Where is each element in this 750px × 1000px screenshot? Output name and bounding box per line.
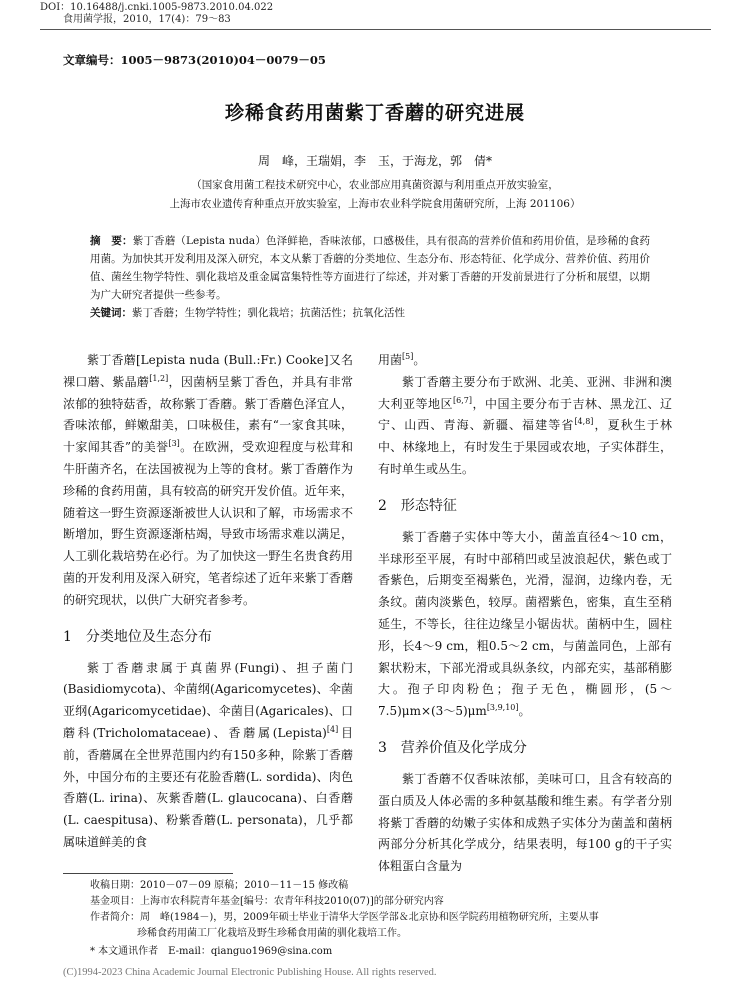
section-heading-3 xyxy=(378,737,672,759)
section-title: 分类地位及生态分布 xyxy=(85,628,212,645)
header-rule xyxy=(40,29,711,30)
footnote-corresponding: * 本文通讯作者 E-mail：qianguo1969@sina.com xyxy=(90,946,333,957)
journal-line: 食用菌学报，2010，17(4)：79～83 xyxy=(63,14,231,25)
citation: [4] xyxy=(326,724,339,734)
section1-text-1: 紫丁香蘑隶属于真菌界(Fungi)、担子菌门(Basidiomycota)、伞菌纲(Agaricomycetes)、伞菌亚纲(Agaricomycetidae)、伞菌目(Agaricales)、口蘑科(Tricholomataceae)、香蘑属(Lepista) xyxy=(63,660,353,740)
footnote-fund: 基金项目：上海市农科院青年基金[编号：农青年科技2010(07)]的部分研究内容 xyxy=(90,896,444,907)
citation: [6,7] xyxy=(453,395,472,405)
abstract-label: 摘 要： xyxy=(90,235,133,247)
keywords xyxy=(90,305,650,320)
section-heading-1 xyxy=(63,626,353,648)
footnote-author-2: 珍稀食药用菌工厂化栽培及野生珍稀食用菌的驯化栽培工作。 xyxy=(137,928,407,939)
keywords-text: 紫丁香蘑；生物学特性；驯化栽培；抗菌活性；抗氧化活性 xyxy=(132,307,405,319)
section-heading-2 xyxy=(378,495,672,517)
footnote-rule xyxy=(63,873,233,874)
distribution-text-3: ，夏秋生于林中、林缘地上，有时发生于果园或农地，子实体群生，有时单生或丛生。 xyxy=(378,418,672,476)
paper-title: 珍稀食药用菌紫丁香蘑的研究进展 xyxy=(224,102,525,124)
section3-paragraph xyxy=(378,769,672,878)
abstract-text: 紫丁香蘑（Lepista nuda）色泽鲜艳，香味浓郁，口感极佳，具有很高的营养价值和药用价值，是珍稀的食药用菌。为加快其开发利用及深入研究，本文从紫丁香蘑的分类地位、生态分布、形态特征、化学成分、营养价值、药用价值、菌丝生物学特性、驯化栽培及重金属富集特性等方面进行了综述，并对紫丁香蘑的开发前景进行了分析和展望，以期为广大研究者提供一些参考。 xyxy=(90,235,650,301)
right-column xyxy=(378,350,672,878)
authors: 周 峰，王瑞娟，李 玉，于海龙，郭 倩* xyxy=(257,154,492,168)
section1-text-2: 目前，香蘑属在全世界范围内约有150多种，除紫丁香蘑外，中国分布的主要还有花脸香蘑(L. sordida)、肉色香蘑(L. irina)、灰紫香蘑(L. glaucocana)、白香蘑(L. caespitusa)、粉紫香蘑(L. personata)，几乎都属味道鲜美的食 xyxy=(63,725,353,849)
citation: [4,8] xyxy=(574,417,594,427)
citation: [1,2] xyxy=(149,373,169,383)
section-title: 营养价值及化学成分 xyxy=(400,739,527,756)
distribution-text-1: 紫丁香蘑主要分布于欧洲、北美、亚洲、非洲和澳大利亚等地区 xyxy=(378,374,672,411)
intro-text-1: 紫丁香蘑[Lepista nuda (Bull.:Fr.) Cooke]又名裸口蘑、紫晶蘑 xyxy=(63,353,353,389)
copyright-notice: (C)1994-2023 China Academic Journal Electronic Publishing House. All rights reserved. xyxy=(63,967,437,978)
intro-paragraph xyxy=(63,350,353,612)
distribution-text-2: ，中国主要分布于吉林、黑龙江、辽宁、山西、青海、新疆、福建等省 xyxy=(378,396,672,433)
section2-text-1: 紫丁香蘑子实体中等大小，菌盖直径4～10 cm，半球形至平展，有时中部稍凹或呈波浪起伏，紫色或丁香紫色，后期变至褐紫色，光滑，湿润，边缘内卷，无条纹。菌肉淡紫色，较厚。菌褶紫色，密集，直生至稍延生，不等长，往往边缘呈小锯齿状。菌柄中生，圆柱形，长4～9 cm，粗0.5～2 cm，与菌盖同色，上部有絮状粉末，下部光滑或具纵条纹，内部充实，基部稍膨大。孢子印肉粉色；孢子无色，椭圆形，(5～7.5)μm×(3～5)μm xyxy=(378,529,672,719)
section-number: 2 xyxy=(378,497,387,514)
footnote-received: 收稿日期：2010－07－09 原稿；2010－11－15 修改稿 xyxy=(90,880,349,891)
section-number: 3 xyxy=(378,739,387,756)
affiliation-line-1: （国家食用菌工程技术研究中心，农业部应用真菌资源与利用重点开放实验室， xyxy=(191,179,559,191)
citation: [3,9,10] xyxy=(486,703,519,713)
citation: [3] xyxy=(168,439,180,449)
footnote-author-1: 作者简介：周 峰(1984－)，男，2009年硕士毕业于清华大学医学部＆北京协和医学院药用植物研究所，主要从事 xyxy=(90,912,599,923)
section3-text: 紫丁香蘑不仅香味浓郁，美味可口，且含有较高的蛋白质及人体必需的多种氨基酸和维生素。有学者分别将紫丁香蘑的幼嫩子实体和成熟子实体分为菌盖和菌柄两部分分析其化学成分，结果表明，每100 g的干子实体粗蛋白含量为 xyxy=(378,771,672,874)
affiliation-line-2: 上海市农业遗传育种重点开放实验室，上海市农业科学院食用菌研究所，上海 201106） xyxy=(169,198,581,210)
continued-text-end: 。 xyxy=(413,353,426,367)
continued-text: 用菌 xyxy=(378,353,403,367)
keywords-label: 关键词： xyxy=(90,307,132,319)
section-number: 1 xyxy=(63,628,72,645)
doi-line: DOI：10.16488/j.cnki.1005-9873.2010.04.022 xyxy=(40,2,274,13)
continued-paragraph xyxy=(378,350,672,372)
citation: [5] xyxy=(402,352,414,361)
section1-paragraph xyxy=(63,658,353,854)
section-title: 形态特征 xyxy=(400,497,457,514)
intro-text-3: 。在欧洲，受欢迎程度与松茸和牛肝菌齐名，在法国被视为上等的食材。紫丁香蘑作为珍稀的食药用菌，具有较高的研究开发价值。近年来，随着这一野生资源逐渐被世人认识和了解，市场需求不断增加，野生资源逐渐枯竭，导致市场需求难以满足，人工驯化栽培势在必行。为了加快这一野生名贵食药用菌的开发利用及深入研究，笔者综述了近年来紫丁香蘑的研究现状，以供广大研究者参考。 xyxy=(63,440,353,607)
intro-text-2: ，因菌柄呈紫丁香色，并具有非常浓郁的独特菇香，故称紫丁香蘑。紫丁香蘑色泽宜人，香味浓郁，鲜嫩甜美，口味极佳，素有“一家食其味，十家闻其香”的美誉 xyxy=(63,374,353,455)
distribution-paragraph xyxy=(378,372,672,481)
section2-paragraph xyxy=(378,527,672,723)
section2-text-2: 。 xyxy=(518,704,531,719)
abstract xyxy=(90,232,650,304)
left-column xyxy=(63,350,353,854)
article-number: 文章编号：1005－9873(2010)04－0079－05 xyxy=(63,53,326,67)
